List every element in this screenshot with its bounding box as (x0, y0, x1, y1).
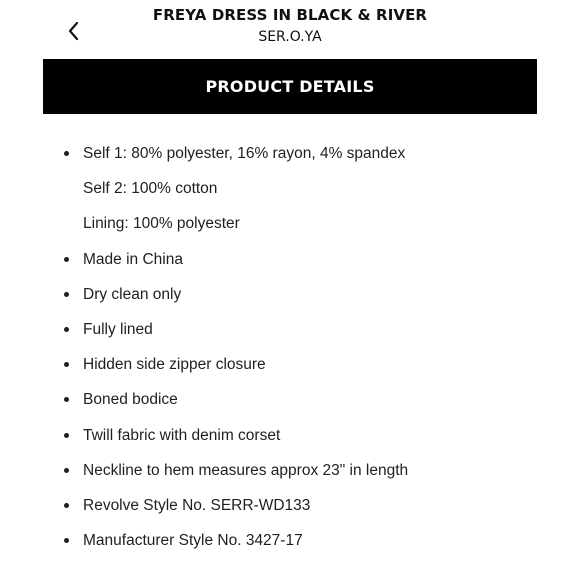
bullet-icon (64, 257, 69, 262)
detail-text: Lining: 100% polyester (83, 215, 240, 233)
detail-text: Revolve Style No. SERR-WD133 (83, 496, 311, 514)
detail-text: Twill fabric with denim corset (83, 426, 281, 444)
list-item (0, 136, 580, 171)
detail-text: Manufacturer Style No. 3427-17 (83, 532, 303, 550)
detail-text: Self 2: 100% cotton (83, 180, 218, 198)
product-details-header[interactable] (43, 59, 537, 114)
detail-text: Boned bodice (83, 391, 178, 409)
list-item (0, 523, 580, 558)
bullet-icon (64, 327, 69, 332)
list-item (0, 453, 580, 488)
list-item (0, 488, 580, 523)
list-item (0, 382, 580, 417)
list-item (0, 277, 580, 312)
bullet-icon (64, 538, 69, 543)
detail-text: Hidden side zipper closure (83, 356, 266, 374)
bullet-icon (64, 292, 69, 297)
bullet-icon (64, 503, 69, 508)
list-item (0, 171, 580, 206)
product-details-label: PRODUCT DETAILS (205, 77, 375, 96)
bullet-icon (64, 468, 69, 473)
detail-text: Neckline to hem measures approx 23" in length (83, 461, 409, 479)
bullet-icon (64, 433, 69, 438)
list-item (0, 418, 580, 453)
list-item (0, 242, 580, 277)
detail-text: Dry clean only (83, 285, 182, 303)
list-item (0, 312, 580, 347)
detail-text: Fully lined (83, 320, 153, 338)
product-title: FREYA DRESS IN BLACK & RIVER (152, 6, 428, 24)
list-item (0, 347, 580, 382)
bullet-icon (64, 362, 69, 367)
bullet-icon (64, 397, 69, 402)
page-header (0, 0, 580, 58)
list-item (0, 206, 580, 241)
detail-text: Self 1: 80% polyester, 16% rayon, 4% spandex (83, 145, 406, 162)
product-details-list (0, 136, 580, 558)
bullet-icon (64, 151, 69, 156)
brand-name[interactable]: SER.O.YA (258, 29, 322, 45)
detail-text: Made in China (83, 250, 183, 268)
